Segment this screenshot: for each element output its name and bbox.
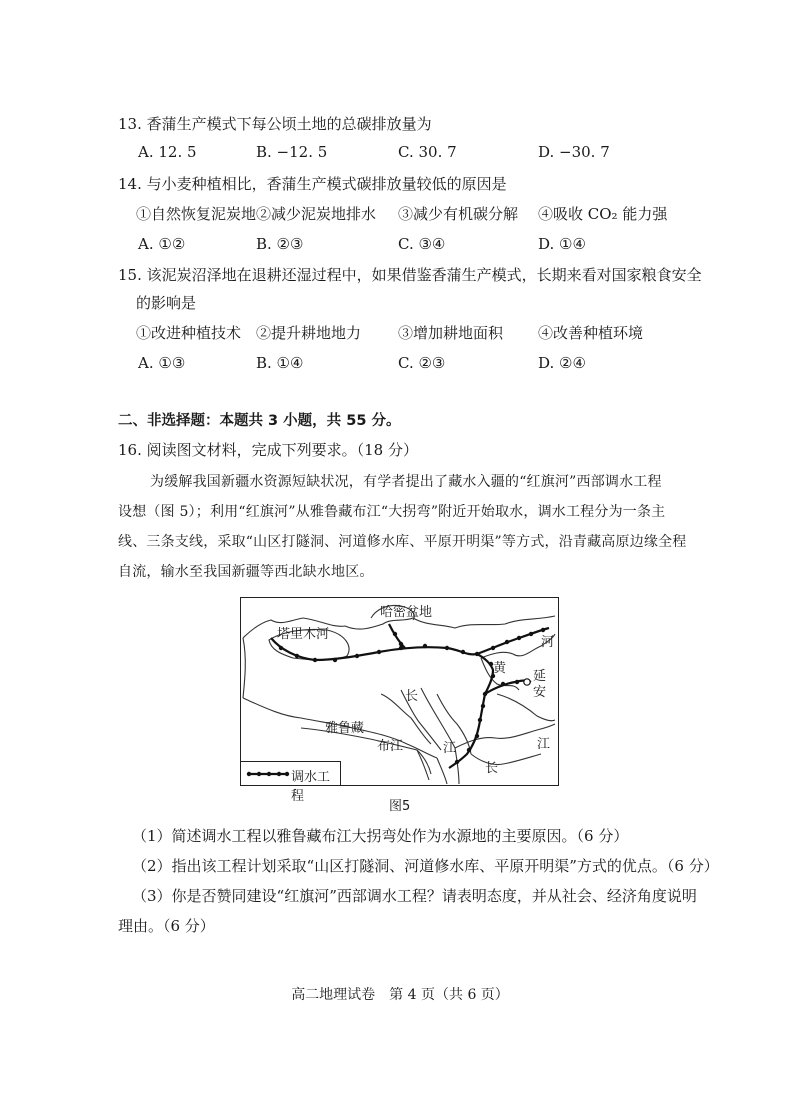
q15-option-d: D. ②④ [538, 354, 586, 372]
q15-option-b: B. ①④ [256, 354, 304, 372]
label-tarim-river: 塔里木河 [277, 627, 330, 642]
q13-option-d: D. −30. 7 [538, 143, 610, 161]
q14-statement-4: ④吸收 CO₂ 能力强 [538, 205, 668, 223]
q16-material-line2: 设想（图 5）；利用“红旗河”从雅鲁藏布江“大拐弯”附近开始取水，调水工程分为一条主 [118, 504, 666, 520]
q13-option-a: A. 12. 5 [138, 143, 197, 161]
label-huang: 黄 [493, 661, 507, 676]
map-drawing [241, 598, 557, 784]
q14-option-c: C. ③④ [398, 235, 446, 253]
question-13-stem: 13. 香蒲生产模式下每公顷土地的总碳排放量为 [118, 115, 432, 133]
river-east-1 [497, 694, 555, 721]
question-15-stem-line1: 15. 该泥炭沼泽地在退耕还湿过程中，如果借鉴香蒲生产模式，长期来看对国家粮食安全 [118, 266, 702, 284]
legend-label: 调水工程 [291, 770, 331, 804]
label-yan: 延 [533, 669, 547, 684]
label-yalu: 雅鲁藏 [325, 721, 365, 736]
q15-statement-4: ④改善种植环境 [538, 324, 644, 342]
section-title: 二、非选择题：本题共 3 小题，共 55 分。 [118, 413, 401, 429]
q14-statement-1: ①自然恢复泥炭地 [136, 205, 257, 223]
figure-caption: 图5 [389, 799, 411, 814]
label-he: 河 [541, 635, 555, 650]
diversion-branch-1 [477, 654, 493, 694]
label-jiang-west: 江 [443, 741, 457, 756]
map-legend [241, 761, 341, 804]
diversion-trunk-south [449, 694, 485, 768]
q13-option-c: C. 30. 7 [398, 143, 457, 161]
label-bujiang: 布江 [377, 739, 404, 754]
yangtze-lower [471, 754, 541, 765]
label-hami-basin: 哈密盆地 [380, 605, 433, 620]
q16-subquestion-1: （1）简述调水工程以雅鲁藏布江大拐弯处作为水源地的主要原因。（6 分） [132, 827, 629, 845]
q16-subquestion-2: （2）指出该工程计划采取“山区打隧洞、河道修水库、平原开明渠”方式的优点。（6 分） [132, 857, 719, 875]
q16-material-line3: 线、三条支线，采取“山区打隧洞、河道修水库、平原开明渠”等方式，沿青藏高原边缘全程 [118, 534, 687, 550]
question-14-stem: 14. 与小麦种植相比，香蒲生产模式碳排放量较低的原因是 [118, 175, 507, 193]
label-jiang-east: 江 [537, 737, 551, 752]
q15-statement-2: ②提升耕地地力 [256, 324, 362, 342]
label-an: 安 [533, 685, 547, 700]
legend-line-symbol [243, 764, 291, 784]
figure-5-map [240, 597, 559, 804]
q15-statement-1: ①改进种植技术 [136, 324, 242, 342]
question-16-stem: 16. 阅读图文材料，完成下列要求。（18 分） [118, 441, 418, 459]
q15-option-c: C. ②③ [398, 354, 446, 372]
q14-option-d: D. ①④ [538, 235, 586, 253]
q13-option-b: B. −12. 5 [256, 143, 328, 161]
q16-subquestion-3-line2: 理由。（6 分） [118, 917, 215, 935]
label-chang-south: 长 [485, 761, 499, 776]
q16-subquestion-3-line1: （3）你是否赞同建设“红旗河”西部调水工程？请表明态度，并从社会、经济角度说明 [132, 887, 697, 905]
page-footer: 高二地理试卷 第 4 页（共 6 页） [291, 987, 509, 1003]
question-15-stem-line2: 的影响是 [136, 294, 197, 312]
plateau-western-edge [243, 638, 245, 698]
yanan-point [524, 679, 530, 685]
q14-option-b: B. ②③ [256, 235, 304, 253]
q15-option-a: A. ①③ [138, 354, 186, 372]
q14-option-a: A. ①② [138, 235, 186, 253]
label-chang-north: 长 [405, 689, 419, 704]
q16-material-line1: 为缓解我国新疆水资源短缺状况，有学者提出了藏水入疆的“红旗河”西部调水工程 [150, 474, 662, 490]
q15-statement-3: ③增加耕地面积 [398, 324, 504, 342]
q14-statement-2: ②减少泥炭地排水 [256, 205, 377, 223]
q16-material-line4: 自流，输水至我国新疆等西北缺水地区。 [118, 564, 374, 580]
q14-statement-3: ③减少有机碳分解 [398, 205, 519, 223]
